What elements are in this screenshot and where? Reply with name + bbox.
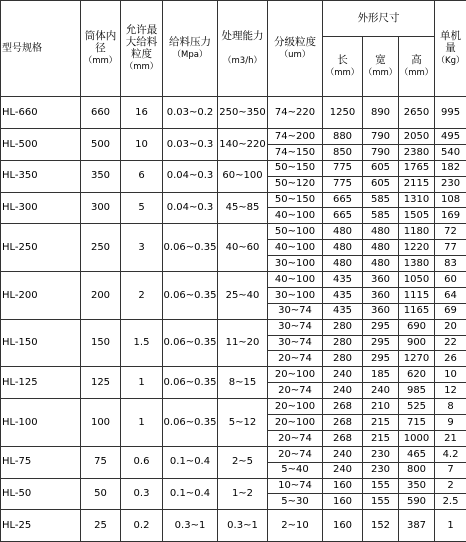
height-cell: 800 [399, 462, 435, 478]
height-cell: 1505 [399, 208, 435, 224]
pressure-cell: 0.03~0.3 [163, 129, 218, 161]
table-row [1, 192, 466, 208]
table-header [1, 1, 466, 97]
height-cell: 2115 [399, 176, 435, 192]
classification-size-cell: 20~74 [268, 351, 323, 367]
height-cell: 715 [399, 415, 435, 431]
width-cell: 360 [363, 287, 399, 303]
width-cell: 890 [363, 97, 399, 129]
classification-size-cell: 30~74 [268, 335, 323, 351]
header-max-feed-size: 允许最大给料粒度 （mm） [121, 1, 163, 97]
weight-cell: 22 [435, 335, 466, 351]
length-cell: 280 [323, 351, 363, 367]
table-row [1, 446, 466, 462]
weight-cell: 230 [435, 176, 466, 192]
weight-cell: 7 [435, 462, 466, 478]
width-cell: 360 [363, 303, 399, 319]
capacity-cell: 1~2 [218, 478, 268, 510]
length-cell: 280 [323, 319, 363, 335]
classification-size-cell: 50~150 [268, 192, 323, 208]
diameter-cell: 75 [81, 446, 121, 478]
header-length: 长 （mm） [323, 37, 363, 97]
model-cell: HL-500 [1, 129, 81, 161]
header-feed-pressure: 给料压力 （Mpa） [163, 1, 218, 97]
length-cell: 480 [323, 240, 363, 256]
table-body [1, 97, 466, 542]
capacity-cell: 8~15 [218, 367, 268, 399]
table-row [1, 510, 466, 542]
capacity-cell: 45~85 [218, 192, 268, 224]
classification-size-cell: 20~74 [268, 383, 323, 399]
header-model: 型号规格 [1, 1, 81, 97]
length-cell: 160 [323, 478, 363, 494]
capacity-cell: 60~100 [218, 160, 268, 192]
pressure-cell: 0.06~0.35 [163, 272, 218, 320]
weight-cell: 540 [435, 144, 466, 160]
classification-size-cell: 5~30 [268, 494, 323, 510]
header-unit-weight: 单机量 （Kg） [435, 1, 466, 97]
pressure-cell: 0.1~0.4 [163, 478, 218, 510]
length-cell: 280 [323, 335, 363, 351]
feed-size-cell: 3 [121, 224, 163, 272]
length-cell: 268 [323, 415, 363, 431]
diameter-cell: 200 [81, 272, 121, 320]
length-cell: 435 [323, 287, 363, 303]
weight-cell: 182 [435, 160, 466, 176]
weight-cell: 169 [435, 208, 466, 224]
height-cell: 900 [399, 335, 435, 351]
pressure-cell: 0.06~0.35 [163, 224, 218, 272]
classification-size-cell: 50~150 [268, 160, 323, 176]
table-row [1, 129, 466, 145]
width-cell: 790 [363, 129, 399, 145]
width-cell: 480 [363, 224, 399, 240]
model-cell: HL-300 [1, 192, 81, 224]
table-row [1, 478, 466, 494]
weight-cell: 9 [435, 415, 466, 431]
height-cell: 2050 [399, 129, 435, 145]
header-dimensions: 外形尺寸 [323, 1, 435, 37]
model-cell: HL-100 [1, 399, 81, 447]
length-cell: 240 [323, 446, 363, 462]
weight-cell: 2 [435, 478, 466, 494]
width-cell: 152 [363, 510, 399, 542]
capacity-cell: 40~60 [218, 224, 268, 272]
model-cell: HL-25 [1, 510, 81, 542]
header-height: 高 （mm） [399, 37, 435, 97]
diameter-cell: 150 [81, 319, 121, 367]
diameter-cell: 300 [81, 192, 121, 224]
diameter-cell: 25 [81, 510, 121, 542]
weight-cell: 26 [435, 351, 466, 367]
weight-cell: 77 [435, 240, 466, 256]
weight-cell: 2.5 [435, 494, 466, 510]
model-cell: HL-75 [1, 446, 81, 478]
length-cell: 775 [323, 176, 363, 192]
model-cell: HL-250 [1, 224, 81, 272]
table-row [1, 160, 466, 176]
model-cell: HL-125 [1, 367, 81, 399]
capacity-cell: 0.3~1 [218, 510, 268, 542]
width-cell: 155 [363, 478, 399, 494]
header-inner-diameter: 筒体内径 （mm） [81, 1, 121, 97]
weight-cell: 72 [435, 224, 466, 240]
weight-cell: 20 [435, 319, 466, 335]
width-cell: 585 [363, 192, 399, 208]
length-cell: 775 [323, 160, 363, 176]
feed-size-cell: 1.5 [121, 319, 163, 367]
length-cell: 665 [323, 208, 363, 224]
classification-size-cell: 5~40 [268, 462, 323, 478]
capacity-cell: 2~5 [218, 446, 268, 478]
height-cell: 1310 [399, 192, 435, 208]
width-cell: 480 [363, 240, 399, 256]
capacity-cell: 250~350 [218, 97, 268, 129]
length-cell: 850 [323, 144, 363, 160]
pressure-cell: 0.06~0.35 [163, 319, 218, 367]
classification-size-cell: 50~120 [268, 176, 323, 192]
height-cell: 387 [399, 510, 435, 542]
feed-size-cell: 16 [121, 97, 163, 129]
feed-size-cell: 6 [121, 160, 163, 192]
width-cell: 605 [363, 176, 399, 192]
width-cell: 185 [363, 367, 399, 383]
classification-size-cell: 20~74 [268, 446, 323, 462]
classification-size-cell: 30~74 [268, 303, 323, 319]
classification-size-cell: 40~100 [268, 272, 323, 288]
feed-size-cell: 2 [121, 272, 163, 320]
weight-cell: 4.2 [435, 446, 466, 462]
model-cell: HL-660 [1, 97, 81, 129]
width-cell: 230 [363, 462, 399, 478]
width-cell: 360 [363, 272, 399, 288]
length-cell: 160 [323, 494, 363, 510]
length-cell: 665 [323, 192, 363, 208]
width-cell: 240 [363, 383, 399, 399]
feed-size-cell: 0.3 [121, 478, 163, 510]
capacity-cell: 25~40 [218, 272, 268, 320]
classification-size-cell: 74~150 [268, 144, 323, 160]
feed-size-cell: 1 [121, 399, 163, 447]
width-cell: 230 [363, 446, 399, 462]
weight-cell: 995 [435, 97, 466, 129]
length-cell: 240 [323, 462, 363, 478]
height-cell: 350 [399, 478, 435, 494]
feed-size-cell: 0.2 [121, 510, 163, 542]
classification-size-cell: 20~100 [268, 415, 323, 431]
weight-cell: 495 [435, 129, 466, 145]
header-classification-size: 分级粒度 （um） [268, 1, 323, 97]
height-cell: 525 [399, 399, 435, 415]
height-cell: 1000 [399, 430, 435, 446]
length-cell: 160 [323, 510, 363, 542]
length-cell: 480 [323, 256, 363, 272]
classification-size-cell: 2~10 [268, 510, 323, 542]
diameter-cell: 350 [81, 160, 121, 192]
classification-size-cell: 30~100 [268, 256, 323, 272]
height-cell: 1380 [399, 256, 435, 272]
table-row [1, 272, 466, 288]
length-cell: 268 [323, 430, 363, 446]
length-cell: 480 [323, 224, 363, 240]
feed-size-cell: 10 [121, 129, 163, 161]
width-cell: 585 [363, 208, 399, 224]
length-cell: 240 [323, 383, 363, 399]
width-cell: 155 [363, 494, 399, 510]
diameter-cell: 100 [81, 399, 121, 447]
classification-size-cell: 10~74 [268, 478, 323, 494]
width-cell: 790 [363, 144, 399, 160]
capacity-cell: 11~20 [218, 319, 268, 367]
height-cell: 2380 [399, 144, 435, 160]
height-cell: 1115 [399, 287, 435, 303]
weight-cell: 12 [435, 383, 466, 399]
table-row [1, 97, 466, 129]
width-cell: 215 [363, 430, 399, 446]
length-cell: 240 [323, 367, 363, 383]
classification-size-cell: 20~74 [268, 430, 323, 446]
table-row [1, 224, 466, 240]
width-cell: 295 [363, 335, 399, 351]
table-row [1, 399, 466, 415]
weight-cell: 10 [435, 367, 466, 383]
height-cell: 985 [399, 383, 435, 399]
feed-size-cell: 0.6 [121, 446, 163, 478]
height-cell: 1765 [399, 160, 435, 176]
height-cell: 590 [399, 494, 435, 510]
length-cell: 1250 [323, 97, 363, 129]
classification-size-cell: 40~100 [268, 240, 323, 256]
weight-cell: 69 [435, 303, 466, 319]
model-cell: HL-200 [1, 272, 81, 320]
classification-size-cell: 50~100 [268, 224, 323, 240]
pressure-cell: 0.1~0.4 [163, 446, 218, 478]
weight-cell: 1 [435, 510, 466, 542]
height-cell: 620 [399, 367, 435, 383]
classification-size-cell: 74~220 [268, 97, 323, 129]
weight-cell: 108 [435, 192, 466, 208]
table-row [1, 319, 466, 335]
height-cell: 1050 [399, 272, 435, 288]
weight-cell: 8 [435, 399, 466, 415]
width-cell: 215 [363, 415, 399, 431]
diameter-cell: 250 [81, 224, 121, 272]
classification-size-cell: 30~100 [268, 287, 323, 303]
table-row [1, 367, 466, 383]
height-cell: 1180 [399, 224, 435, 240]
weight-cell: 60 [435, 272, 466, 288]
length-cell: 268 [323, 399, 363, 415]
height-cell: 465 [399, 446, 435, 462]
height-cell: 1165 [399, 303, 435, 319]
height-cell: 1270 [399, 351, 435, 367]
classification-size-cell: 40~100 [268, 208, 323, 224]
pressure-cell: 0.04~0.3 [163, 160, 218, 192]
model-cell: HL-50 [1, 478, 81, 510]
diameter-cell: 50 [81, 478, 121, 510]
diameter-cell: 125 [81, 367, 121, 399]
capacity-cell: 5~12 [218, 399, 268, 447]
classification-size-cell: 30~74 [268, 319, 323, 335]
classification-size-cell: 20~100 [268, 367, 323, 383]
weight-cell: 83 [435, 256, 466, 272]
model-cell: HL-350 [1, 160, 81, 192]
classification-size-cell: 20~100 [268, 399, 323, 415]
capacity-cell: 140~220 [218, 129, 268, 161]
feed-size-cell: 1 [121, 367, 163, 399]
diameter-cell: 660 [81, 97, 121, 129]
width-cell: 210 [363, 399, 399, 415]
pressure-cell: 0.04~0.3 [163, 192, 218, 224]
weight-cell: 64 [435, 287, 466, 303]
width-cell: 295 [363, 351, 399, 367]
pressure-cell: 0.3~1 [163, 510, 218, 542]
length-cell: 435 [323, 272, 363, 288]
classification-size-cell: 74~200 [268, 129, 323, 145]
header-width: 宽 （mm） [363, 37, 399, 97]
length-cell: 435 [323, 303, 363, 319]
header-capacity: 处理能力 （m3/h） [218, 1, 268, 97]
pressure-cell: 0.03~0.2 [163, 97, 218, 129]
feed-size-cell: 5 [121, 192, 163, 224]
weight-cell: 21 [435, 430, 466, 446]
pressure-cell: 0.06~0.35 [163, 367, 218, 399]
pressure-cell: 0.06~0.35 [163, 399, 218, 447]
width-cell: 295 [363, 319, 399, 335]
width-cell: 480 [363, 256, 399, 272]
width-cell: 605 [363, 160, 399, 176]
diameter-cell: 500 [81, 129, 121, 161]
length-cell: 880 [323, 129, 363, 145]
model-cell: HL-150 [1, 319, 81, 367]
height-cell: 1220 [399, 240, 435, 256]
height-cell: 2650 [399, 97, 435, 129]
height-cell: 690 [399, 319, 435, 335]
